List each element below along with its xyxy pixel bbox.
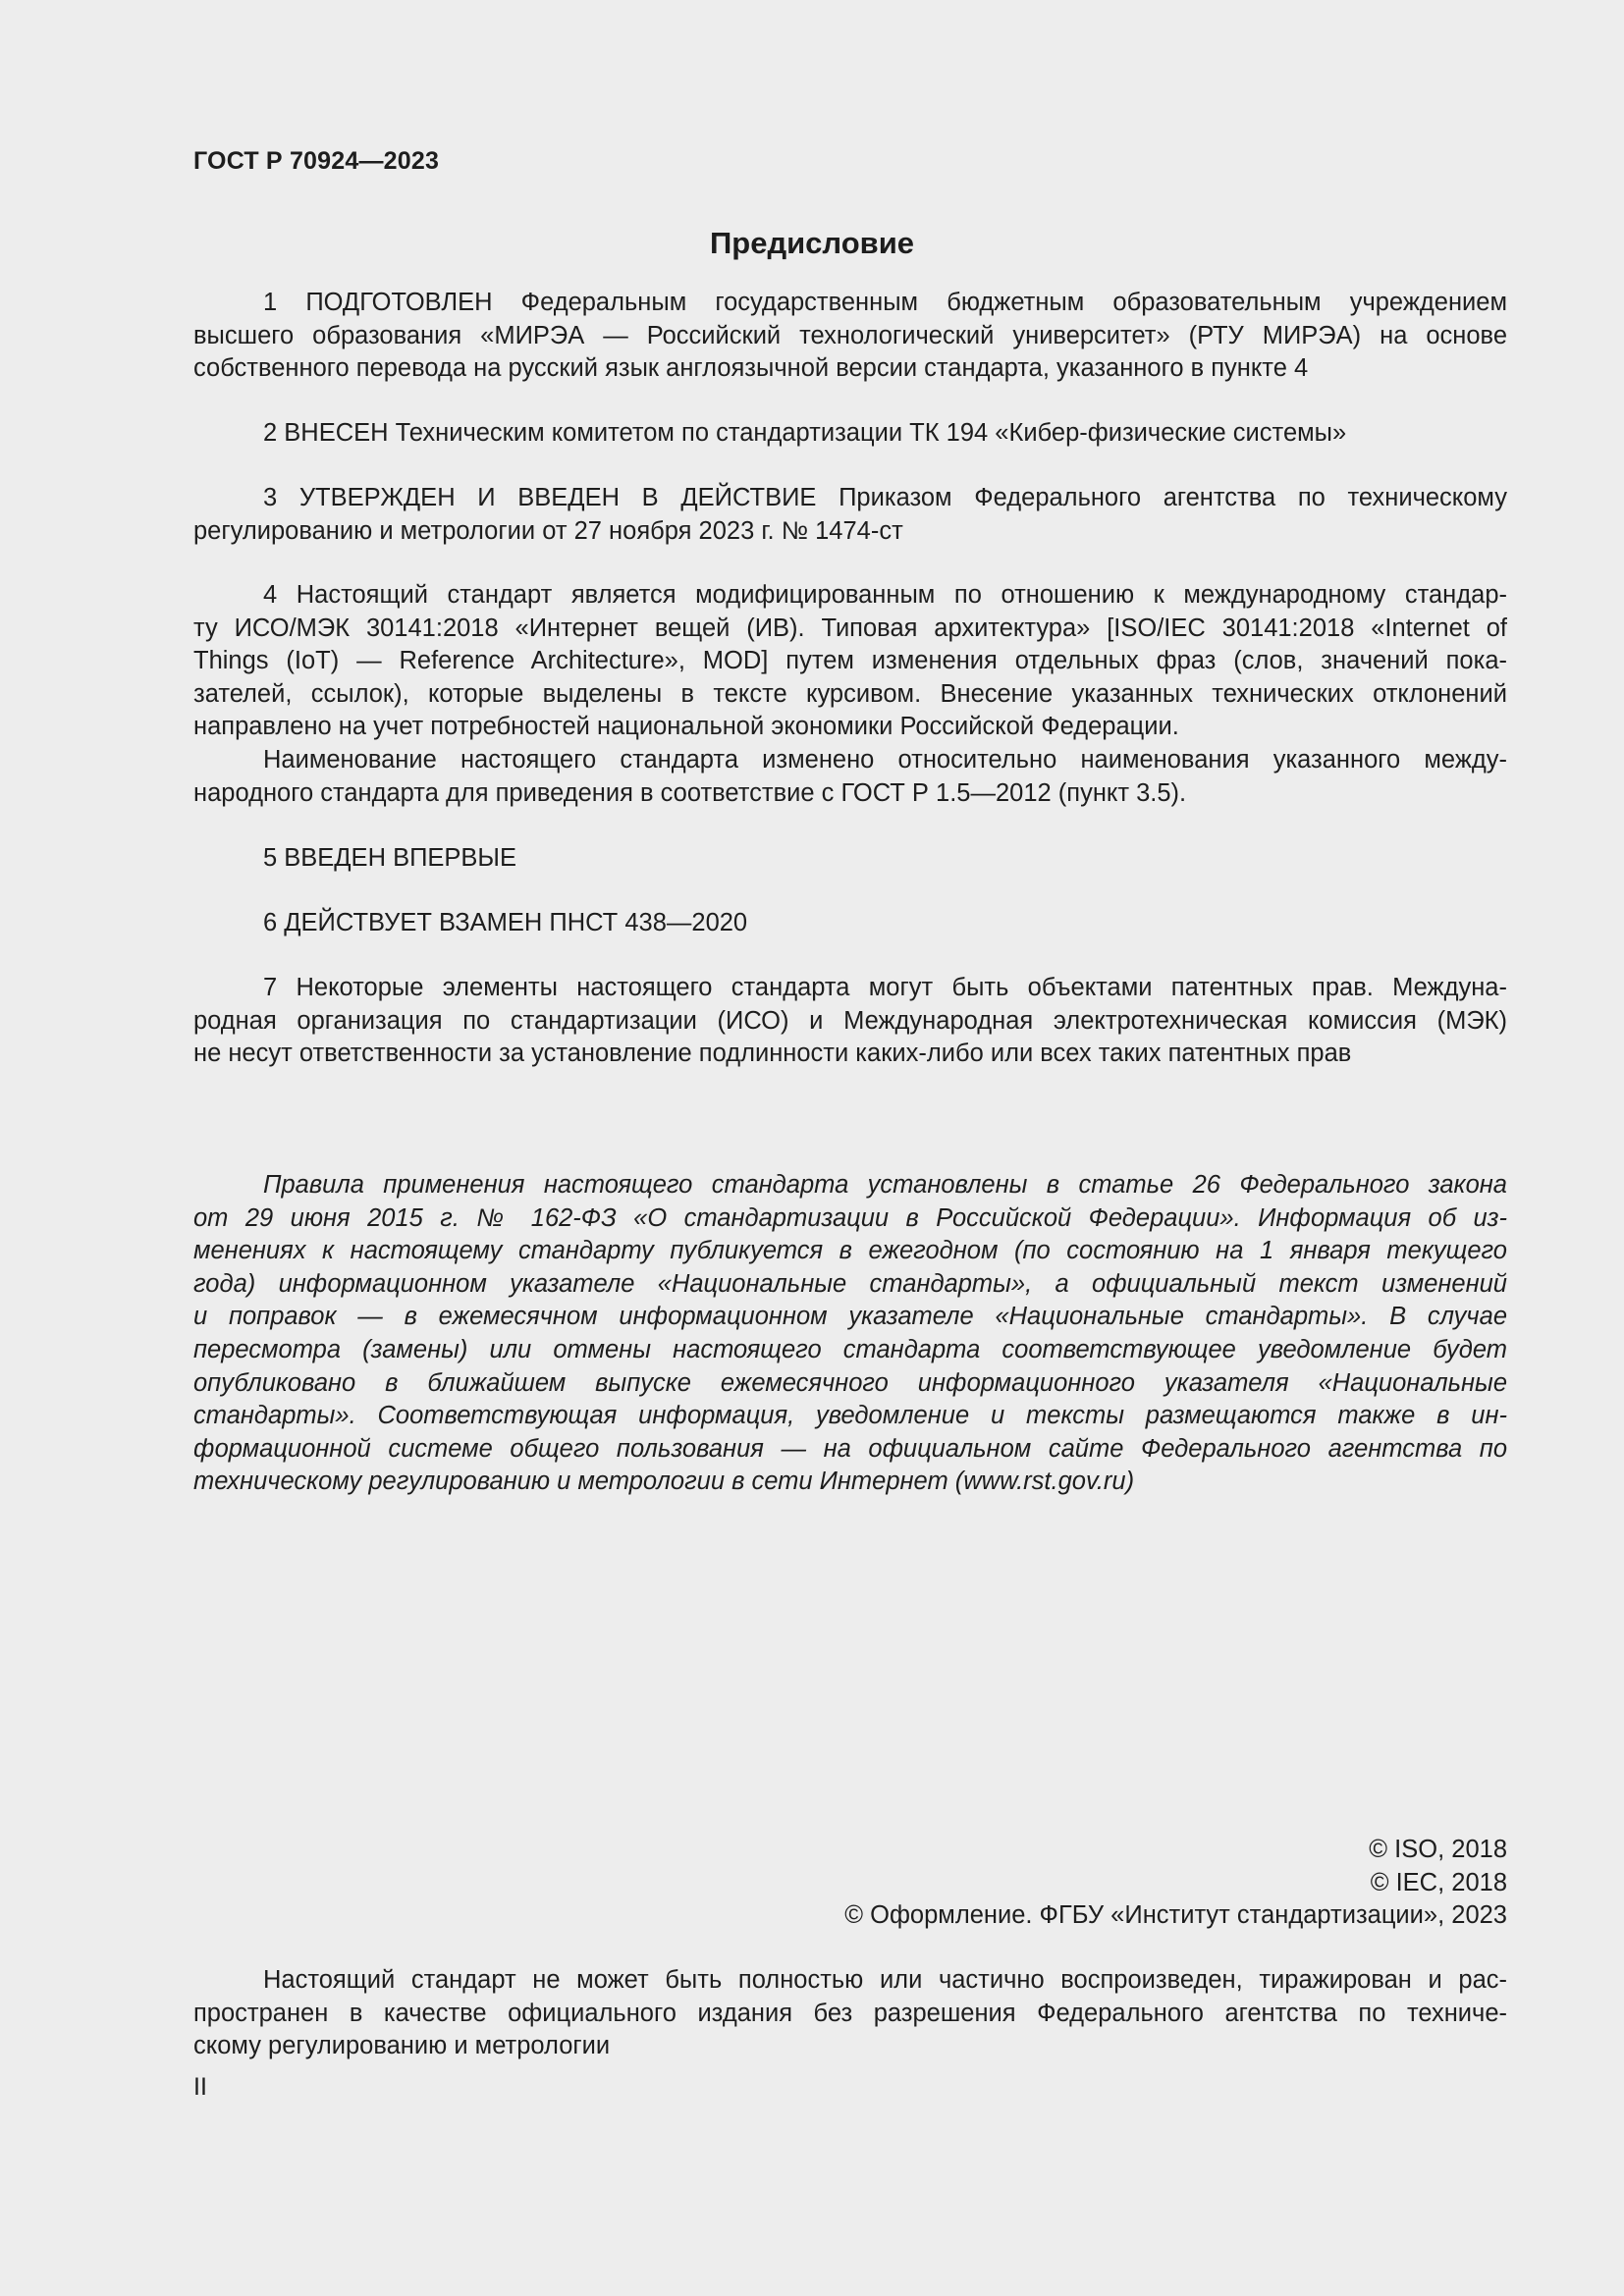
paragraph-line: зателей, ссылок), которые выделены в тексте курсивом. Внесение указанных технических отклонений [193,679,1507,708]
rules-notice [193,1169,1507,1499]
paragraph-line: 1 ПОДГОТОВЛЕН Федеральным государственным бюджетным образовательным учреждением [263,289,1507,316]
copyright-block [844,1834,1507,1933]
paragraph-line: Наименование настоящего стандарта изменено относительно наименования указанного между- [263,745,1507,774]
copyright-line: © Оформление. ФГБУ «Институт стандартизации», 2023 [844,1901,1507,1930]
paragraph-line: Правила применения настоящего стандарта установлены в статье 26 Федерального закона [263,1171,1507,1199]
paragraph-line: собственного перевода на русский язык англоязычной версии стандарта, указанного в пункте 4 [193,354,1309,383]
paragraph-line: пространен в качестве официального издания без разрешения Федерального агентства по техниче- [193,1999,1507,2027]
paragraph-line: 5 ВВЕДЕН ВПЕРВЫЕ [263,844,517,872]
foreword-item-2 [193,417,1507,451]
paragraph-line: Things (IoT) — Reference Architecture», MOD] путем изменения отдельных фраз (слов, значений пока- [193,647,1507,675]
paragraph-line: народного стандарта для приведения в соответствие с ГОСТ Р 1.5—2012 (пункт 3.5). [193,778,1187,807]
paragraph-line: скому регулированию и метрологии [193,2032,611,2060]
foreword-item-6 [193,907,1507,940]
foreword-item-7 [193,972,1507,1071]
paragraph-line: 4 Настоящий стандарт является модифицированным по отношению к международному стандар- [263,581,1507,609]
paragraph-line: не несут ответственности за установление подлинности каких-либо или всех таких патентных прав [193,1040,1352,1068]
paragraph-line: родная организация по стандартизации (ИСО) и Международная электротехническая комиссия (МЭК) [193,1006,1507,1035]
paragraph-line: 3 УТВЕРЖДЕН И ВВЕДЕН В ДЕЙСТВИЕ Приказом Федерального агентства по техническому [263,484,1507,511]
paragraph-line: техническому регулированию и метрологии в сети Интернет (www.rst.gov.ru) [193,1468,1135,1496]
foreword-item-3 [193,482,1507,548]
paragraph-line: 7 Некоторые элементы настоящего стандарта могут быть объектами патентных прав. Междуна- [263,974,1507,1001]
copyright-line: © ISO, 2018 [1369,1836,1507,1863]
document-code: ГОСТ Р 70924—2023 [193,147,440,175]
paragraph-line: пересмотра (замены) или отмены настоящего стандарта соответствующее уведомление будет [193,1335,1507,1363]
foreword-item-1 [193,287,1507,386]
foreword-item-4 [193,579,1507,810]
paragraph-line: регулированию и метрологии от 27 ноября 2023 г. № 1474-ст [193,516,903,545]
paragraph-line: высшего образования «МИРЭА — Российский технологический университет» (РТУ МИРЭА) на основе [193,321,1507,349]
foreword-item-5 [193,842,1507,876]
paragraph-line: менениях к настоящему стандарту публикуется в ежегодном (по состоянию на 1 января текущего [193,1237,1507,1265]
paragraph-line: ту ИСО/МЭК 30141:2018 «Интернет вещей (ИВ). Типовая архитектура» [ISO/IEC 30141:2018 «Internet of [193,614,1507,642]
reproduction-notice [193,1964,1507,2063]
paragraph-line: стандарты». Соответствующая информация, уведомление и тексты размещаются также в ин- [193,1402,1507,1430]
page-title: Предисловие [709,226,914,260]
page-number: II [193,2073,207,2101]
copyright-line: © IEC, 2018 [1370,1868,1507,1896]
paragraph-line: от 29 июня 2015 г. № 162-ФЗ «О стандартизации в Российской Федерации». Информация об из- [193,1203,1507,1232]
paragraph-line: Настоящий стандарт не может быть полностью или частично воспроизведен, тиражирован и рас- [263,1966,1507,1994]
paragraph-line: 2 ВНЕСЕН Техническим комитетом по стандартизации ТК 194 «Кибер-физические системы» [263,419,1347,447]
paragraph-line: и поправок — в ежемесячном информационном указателе «Национальные стандарты». В случае [193,1303,1507,1331]
paragraph-line: года) информационном указателе «Национальные стандарты», а официальный текст изменений [193,1269,1507,1298]
paragraph-line: опубликовано в ближайшем выпуске ежемесячного информационного указателя «Национальные [193,1368,1507,1397]
paragraph-line: формационной системе общего пользования — на официальном сайте Федерального агентства по [193,1434,1507,1463]
paragraph-line: направлено на учет потребностей национальной экономики Российской Федерации. [193,713,1179,741]
paragraph-line: 6 ДЕЙСТВУЕТ ВЗАМЕН ПНСТ 438—2020 [263,909,748,936]
